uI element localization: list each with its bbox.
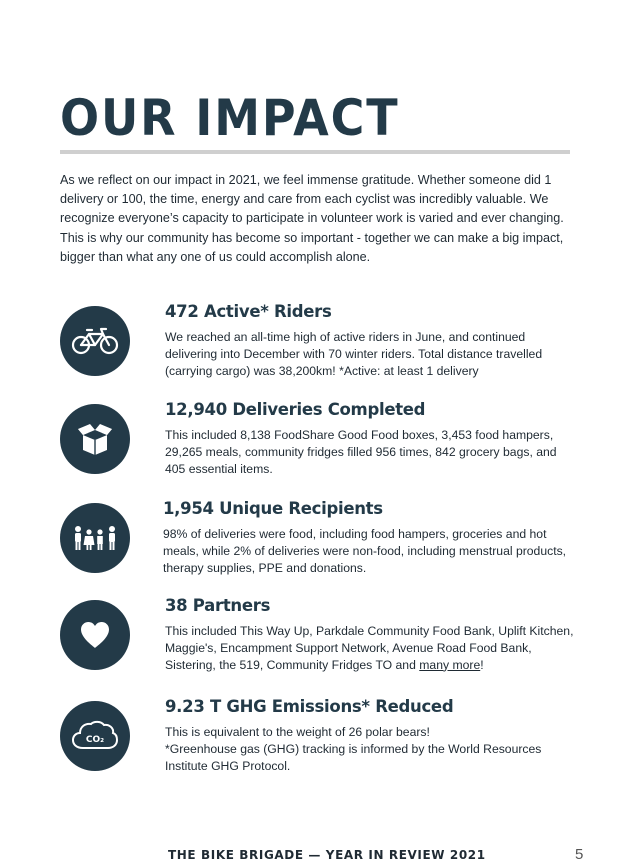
item-text-body: This included This Way Up, Parkdale Community Food Bank, Uplift Kitchen, Maggie's, Encampment Support Network, Avenue Road Food Bank, Sistering, the 519, Community Fridges TO and [165,624,574,672]
item-text-body: This is equivalent to the weight of 26 polar bears! [165,725,430,739]
item-heading: 38 Partners [165,596,271,615]
bicycle-icon [71,326,119,356]
item-text: 98% of deliveries were food, including food hampers, groceries and hot meals, while 2% of deliveries were non-food, including menstrual products, therapy supplies, PPE and donations. [163,527,567,575]
icon-circle [60,701,130,771]
icon-circle [60,503,130,573]
item-text [165,623,575,673]
icon-circle [60,600,130,670]
impact-item-deliveries [60,400,580,486]
intro-paragraph: As we reflect on our impact in 2021, we feel immense gratitude. Whether someone did 1 delivery or 100, the time, energy and care from each cyclist was incredibly valuable. We recognize everyone’s capacity to participate in volunteer work is varied and ever changing. This is why our community has become so important - together we can make a big impact, bigger than what any one of us could accomplish alone. [60,173,564,264]
item-text: This included 8,138 FoodShare Good Food boxes, 3,453 food hampers, 29,265 meals, community fridges filled 956 times, 842 grocery bags, and 405 essential items. [165,428,557,476]
item-text-end: ! [480,657,484,672]
impact-item-partners [60,596,580,682]
impact-item-riders [60,302,580,388]
title-divider [60,150,570,154]
item-heading: 9.23 T GHG Emissions* Reduced [165,697,454,716]
many-more-link[interactable]: many more [419,657,481,672]
item-text [165,724,575,774]
item-footnote: *Greenhouse gas (GHG) tracking is informed by the World Resources Institute GHG Protocol. [165,741,542,773]
icon-circle [60,404,130,474]
impact-item-emissions [60,697,580,783]
people-icon [72,525,118,551]
impact-item-recipients [60,499,580,585]
footer-title: THE BIKE BRIGADE — YEAR IN REVIEW 2021 [168,848,486,862]
co2-label: CO₂ [85,735,105,745]
page-number: 5 [575,846,584,863]
item-heading: 472 Active* Riders [165,302,332,321]
item-heading: 1,954 Unique Recipients [163,499,383,518]
page-title: OUR IMPACT [60,89,400,147]
box-icon [76,421,114,457]
item-heading: 12,940 Deliveries Completed [165,400,426,419]
item-text: We reached an all-time high of active riders in June, and continued delivering into December with 70 winter riders. Total distance travelled (carrying cargo) was 38,200km! *Active: at least 1 delivery [165,330,543,378]
heart-icon [80,621,110,649]
co2-cloud-icon [71,720,119,752]
icon-circle [60,306,130,376]
